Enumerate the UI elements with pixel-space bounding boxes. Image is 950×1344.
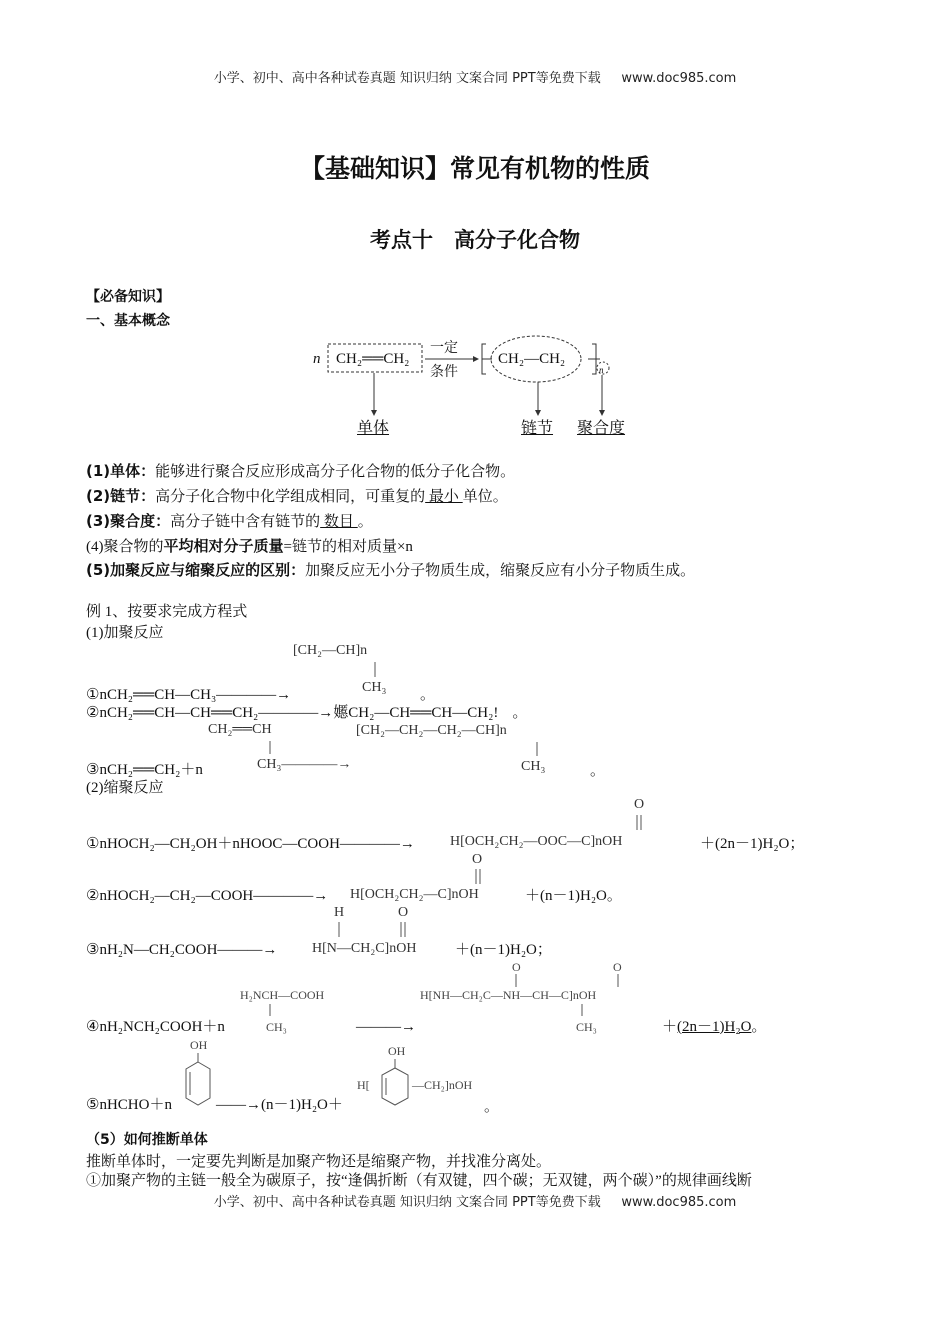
definition-mass bbox=[86, 537, 413, 556]
footer-site: www.doc985.com bbox=[621, 1195, 737, 1210]
add3-branch: CH₃ bbox=[521, 759, 546, 774]
carbonyl-o: O bbox=[634, 797, 645, 812]
section-heading: 【必备知识】 bbox=[86, 289, 170, 305]
add1-product: [CH₂—CH]n bbox=[293, 643, 368, 658]
carbonyl-o: O bbox=[398, 905, 409, 920]
add1-branch: CH₃ bbox=[362, 680, 387, 695]
cond4-branch: CH₃ bbox=[576, 1020, 597, 1034]
answer-blank: 数目 bbox=[320, 514, 358, 530]
cond5-end: 。 bbox=[484, 1099, 500, 1115]
page-title: 【基础知识】常见有机物的性质 bbox=[299, 154, 650, 183]
cond4-reagent-branch: CH₃ bbox=[266, 1020, 287, 1034]
cond3-product: H[N—CH₂C]nOH bbox=[312, 941, 417, 956]
cond3-equation: ③nH₂N—CH₂COOH———→ bbox=[86, 942, 278, 958]
cond4-tail bbox=[662, 1018, 766, 1036]
header-site: www.doc985.com bbox=[621, 71, 737, 86]
add2-end: 。 bbox=[512, 705, 528, 721]
addition-heading: (1)加聚反应 bbox=[86, 625, 164, 641]
product-h: H[ bbox=[357, 1078, 370, 1092]
add1-end: 。 bbox=[420, 687, 436, 703]
product-oh: OH bbox=[388, 1044, 406, 1058]
definition-text: 高分子链中含有链节的 bbox=[170, 514, 321, 530]
add1-equation: ①nCH₂══CH—CH₃————→ bbox=[86, 687, 292, 703]
page-footer bbox=[0, 1194, 950, 1212]
cond4-reagent: H₂NCH—COOH bbox=[240, 988, 325, 1002]
term: (5)加聚反应与缩聚反应的区别： bbox=[86, 561, 306, 579]
term: (2)链节： bbox=[86, 487, 156, 505]
term: (1)单体： bbox=[86, 462, 156, 480]
term: 平均相对分子质量 bbox=[163, 537, 284, 555]
add3-end: 。 bbox=[590, 763, 606, 779]
cond4-product: H[NH—CH₂C—NH—CH—C]nOH bbox=[420, 988, 597, 1002]
add3-reagent: CH₂══CH bbox=[208, 722, 272, 737]
cond2-product: H[OCH₂CH₂—C]nOH bbox=[350, 887, 479, 902]
product-tail: —CH₂]nOH bbox=[412, 1078, 473, 1092]
cond1-product: H[OCH₂CH₂—OOC—C]nOH bbox=[450, 834, 623, 849]
definition-degree bbox=[86, 512, 373, 531]
definition-text: 高分子化合物中化学组成相同，可重复的 bbox=[155, 489, 426, 505]
cond3-tail: ＋(n－1)H₂O； bbox=[455, 942, 552, 958]
cond5-arrow: ——→(n－1)H₂O＋ bbox=[216, 1097, 343, 1113]
infer-line1: 推断单体时，一定要先判断是加聚产物还是缩聚产物，并找准分离处。 bbox=[86, 1154, 552, 1170]
example-title: 例 1、按要求完成方程式 bbox=[86, 604, 248, 620]
cond2-equation: ②nHOCH₂—CH₂—COOH————→ bbox=[86, 888, 329, 904]
degree-n: n bbox=[599, 365, 604, 375]
phenol-oh: OH bbox=[190, 1038, 208, 1052]
cond4-arrow: ———→ bbox=[356, 1019, 416, 1035]
plus: ＋ bbox=[662, 1019, 678, 1035]
definition-tail: 单位。 bbox=[462, 489, 508, 505]
cond1-equation: ①nHOCH₂—CH₂OH＋nHOOC—COOH————→ bbox=[86, 836, 415, 852]
cond2-tail: ＋(n－1)H₂O。 bbox=[525, 888, 622, 904]
cond4-equation: ④nH₂NCH₂COOH＋n bbox=[86, 1019, 225, 1035]
label-monomer: 单体 bbox=[357, 420, 390, 437]
benzene-ring-icon bbox=[0, 0, 1, 1]
cond1-tail: ＋(2n－1)H₂O； bbox=[700, 836, 805, 852]
term: (3)聚合度： bbox=[86, 512, 171, 530]
answer-blank: (2n－1)H₂O bbox=[677, 1019, 752, 1035]
page-subtitle: 考点十 高分子化合物 bbox=[370, 228, 580, 252]
definition-monomer bbox=[86, 462, 515, 481]
footer-text: 小学、初中、高中各种试卷真题 知识归纳 文案合同 PPT等免费下载 bbox=[213, 1195, 601, 1210]
add3-product: [CH₂—CH₂—CH₂—CH]n bbox=[356, 723, 507, 738]
condensation-heading: (2)缩聚反应 bbox=[86, 780, 164, 796]
header-text: 小学、初中、高中各种试卷真题 知识归纳 文案合同 PPT等免费下载 bbox=[213, 71, 601, 86]
add2-line bbox=[86, 704, 527, 722]
definition-pre: (4)聚合物的 bbox=[86, 539, 164, 555]
definition-text: 加聚反应无小分子物质生成，缩聚反应有小分子物质生成。 bbox=[305, 563, 696, 579]
carbonyl-o: O bbox=[512, 960, 521, 974]
cond5-equation: ⑤nHCHO＋n bbox=[86, 1097, 172, 1113]
amine-h: H bbox=[334, 905, 345, 920]
add2-equation: ②nCH₂══CH—CH══CH₂————→嬺CH₂—CH══CH—CH₂! bbox=[86, 705, 499, 721]
infer-heading: （5）如何推断单体 bbox=[86, 1132, 208, 1148]
label-unit: 链节 bbox=[521, 420, 554, 437]
end: 。 bbox=[751, 1019, 767, 1035]
carbonyl-o: O bbox=[472, 852, 483, 867]
label-degree: 聚合度 bbox=[577, 420, 626, 437]
definition-difference bbox=[86, 561, 695, 580]
monomer-formula: CH₂══CH₂ bbox=[336, 351, 410, 367]
infer-line2: ①加聚产物的主链一般全为碳原子，按“逢偶折断（有双键，四个碳；无双键，两个碳）”的规律画线断 bbox=[86, 1173, 752, 1189]
unit-formula: CH₂—CH₂ bbox=[498, 351, 566, 367]
add3-reagent-branch: CH₃————→ bbox=[257, 757, 352, 772]
concept-heading: 一、基本概念 bbox=[86, 313, 170, 329]
condition-bottom: 条件 bbox=[430, 365, 458, 380]
condition-top: 一定 bbox=[430, 341, 458, 356]
answer-blank: 最小 bbox=[425, 489, 463, 505]
add3-equation: ③nCH₂══CH₂＋n bbox=[86, 762, 203, 778]
definition-text: =链节的相对质量×n bbox=[283, 539, 413, 555]
definition-tail: 。 bbox=[357, 514, 373, 530]
diagram-lines bbox=[0, 0, 950, 460]
definition-unit bbox=[86, 487, 508, 506]
definition-text: 能够进行聚合反应形成高分子化合物的低分子化合物。 bbox=[155, 464, 516, 480]
diagram-n: n bbox=[313, 351, 321, 367]
carbonyl-o: O bbox=[613, 960, 622, 974]
